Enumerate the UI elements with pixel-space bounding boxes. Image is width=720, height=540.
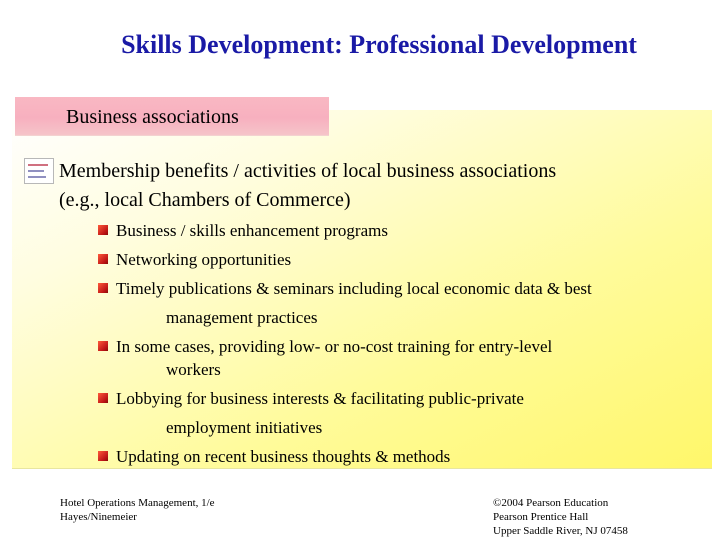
list-item: [116, 444, 450, 469]
list-item-text: Business / skills enhancement programs: [116, 221, 388, 240]
main-point: [59, 157, 699, 215]
main-point-line1: Membership benefits / activities of local business associations: [59, 160, 557, 182]
list-item-continuation: management practices: [166, 308, 318, 327]
list-item-continuation: employment initiatives: [166, 418, 323, 437]
list-item: [116, 247, 291, 272]
square-bullet-icon: [98, 283, 108, 293]
list-item-text: Networking opportunities: [116, 250, 292, 269]
list-item-text: Lobbying for business interests & facilitating public-private: [116, 389, 524, 408]
square-bullet-icon: [98, 393, 108, 403]
image-placeholder-icon: [24, 158, 54, 184]
footer-address: Upper Saddle River, NJ 07458: [493, 525, 628, 537]
sub-bullet-list: [0, 216, 720, 476]
list-item-text: In some cases, providing low- or no-cost training for entry-level: [116, 337, 553, 356]
footer-publisher: Pearson Prentice Hall: [493, 511, 589, 523]
list-item-text: Timely publications & seminars including local economic data & best: [116, 279, 592, 298]
list-item: [116, 218, 388, 243]
list-item: [116, 334, 552, 382]
slide-title: Skills Development: Professional Development: [121, 30, 637, 59]
list-item: [116, 276, 592, 330]
section-tab: [15, 97, 329, 136]
list-item: [116, 386, 524, 440]
footer-copyright: ©2004 Pearson Education: [493, 497, 609, 509]
list-item-continuation: workers: [166, 360, 221, 379]
footer-left: [60, 496, 215, 524]
footer-book-title: Hotel Operations Management, 1/e: [60, 497, 215, 509]
section-tab-label: Business associations: [66, 106, 239, 128]
list-item-text: Updating on recent business thoughts & methods: [116, 447, 451, 466]
main-point-line2: (e.g., local Chambers of Commerce): [59, 189, 351, 211]
square-bullet-icon: [98, 254, 108, 264]
square-bullet-icon: [98, 451, 108, 461]
square-bullet-icon: [98, 341, 108, 351]
square-bullet-icon: [98, 225, 108, 235]
footer-authors: Hayes/Ninemeier: [60, 511, 137, 523]
footer-right: [493, 496, 628, 538]
